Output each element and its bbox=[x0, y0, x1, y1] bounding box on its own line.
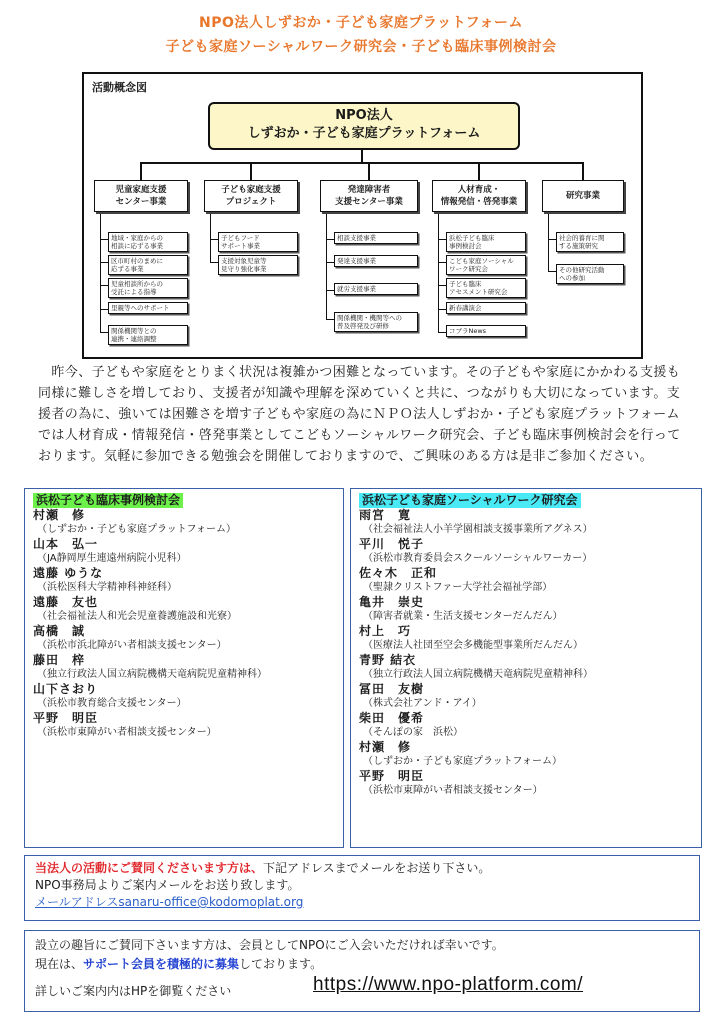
member-organization: （医療法人社団至空会多機能型事業所だんだん） bbox=[363, 640, 583, 651]
header-title-line2: 子ども家庭ソーシャルワーク研究会・子ども臨床事例検討会 bbox=[165, 39, 557, 55]
diagram-category-line1: 人材育成・ bbox=[457, 185, 501, 195]
connector-line bbox=[100, 262, 108, 263]
connector-line bbox=[478, 162, 480, 180]
panel-clinical-case-meeting bbox=[24, 488, 344, 848]
member-name: 藤田 梓 bbox=[33, 653, 86, 667]
diagram-category bbox=[320, 180, 418, 212]
diagram-item: 地域・家庭からの 相談に応ずる事業 bbox=[108, 232, 188, 252]
member-name: 山下さおり bbox=[33, 682, 99, 696]
connector-line bbox=[210, 239, 218, 240]
connector-line bbox=[326, 262, 334, 263]
diagram-category-line1: 児童家庭支援 bbox=[115, 185, 167, 195]
connector-line bbox=[438, 262, 446, 263]
member-name: 亀井 崇史 bbox=[359, 595, 425, 609]
connector-line bbox=[438, 285, 446, 286]
diagram-item: 支援対象児童等 見守り強化事業 bbox=[218, 255, 298, 275]
member-name: 雨宮 寛 bbox=[359, 508, 412, 522]
member-organization: （JA静岡厚生連遠州病院小児科） bbox=[37, 553, 187, 564]
member-organization: （独立行政法人国立病院機構天竜病院児童精神科） bbox=[37, 669, 267, 680]
member-organization: （浜松市東障がい者相談支援センター） bbox=[363, 785, 543, 796]
connector-line bbox=[548, 271, 556, 272]
panel-title-social-work: 浜松子ども家庭ソーシャルワーク研究会 bbox=[359, 493, 581, 508]
connector-line bbox=[326, 290, 334, 291]
member-name: 村瀬 修 bbox=[359, 740, 412, 754]
membership-line1: 設立の趣旨にご賛同下さいます方は、会員としてNPOにご入会いただければ幸いです。 bbox=[35, 938, 504, 952]
diagram-category bbox=[204, 180, 298, 212]
member-name: 村瀬 修 bbox=[33, 508, 86, 522]
diagram-root-box bbox=[208, 102, 520, 150]
diagram-item: 就労支援事業 bbox=[334, 283, 418, 295]
diagram-item: 里親等へのサポート bbox=[108, 302, 188, 314]
connector-line bbox=[326, 239, 334, 240]
member-organization: （株式会社アンド・アイ） bbox=[363, 698, 482, 709]
diagram-item: 子ども臨床 アセスメント研究会 bbox=[446, 278, 526, 298]
member-name: 村上 巧 bbox=[359, 624, 412, 638]
diagram-item: こども家庭ソーシャル ワーク研究会 bbox=[446, 255, 526, 275]
connector-line bbox=[100, 285, 108, 286]
member-name: 柴田 優希 bbox=[359, 711, 425, 725]
diagram-category bbox=[432, 180, 526, 212]
diagram-item: 発達支援事業 bbox=[334, 255, 418, 267]
diagram-category-line2: 支援センター事業 bbox=[335, 197, 403, 207]
member-organization: （浜松市浜北障がい者相談支援センター） bbox=[37, 640, 227, 651]
connector-line bbox=[361, 148, 363, 162]
connector-line bbox=[548, 212, 549, 272]
member-organization: （浜松市教育委員会スクールソーシャルワーカー） bbox=[363, 553, 593, 564]
connector-line bbox=[100, 332, 108, 333]
connector-line bbox=[548, 239, 556, 240]
diagram-item: 浜松子ども臨床 事例検討会 bbox=[446, 232, 526, 252]
diagram-category-line1: 研究事業 bbox=[565, 191, 600, 201]
connector-line bbox=[100, 212, 101, 333]
member-name: 高橋 誠 bbox=[33, 624, 86, 638]
diagram-item: その他研究活動 への参加 bbox=[556, 264, 624, 284]
member-organization: （浜松市東障がい者相談支援センター） bbox=[37, 727, 217, 738]
member-list bbox=[359, 508, 701, 798]
member-name: 青野 結衣 bbox=[359, 653, 417, 667]
member-name: 平川 悦子 bbox=[359, 537, 425, 551]
panel-social-work-study bbox=[350, 488, 702, 848]
diagram-root-line2: しずおか・子ども家庭プラットフォーム bbox=[247, 126, 481, 141]
member-organization: （しずおか・子ども家庭プラットフォーム） bbox=[37, 524, 236, 535]
member-name: 平野 明臣 bbox=[33, 711, 99, 725]
activity-diagram bbox=[82, 72, 643, 359]
member-name: 遠藤 ゆうな bbox=[33, 566, 104, 580]
diagram-item: 子どもフード サポート事業 bbox=[218, 232, 298, 252]
member-organization: （障害者就業・生活支援センターだんだん） bbox=[363, 611, 563, 622]
membership-line3: 詳しいご案内内はHPを御覧ください bbox=[35, 984, 232, 998]
membership-line2-post: しております。 bbox=[239, 957, 323, 971]
diagram-category-line1: 発達障害者 bbox=[347, 185, 391, 195]
connector-line bbox=[438, 309, 446, 310]
diagram-item: 相談支援事業 bbox=[334, 232, 418, 244]
member-organization: （社会福祉法人和光会児童養護施設和光寮） bbox=[37, 611, 237, 622]
support-member-highlight: サポート会員を積極的に募集 bbox=[83, 957, 240, 971]
connector-line bbox=[210, 212, 211, 263]
connector-line bbox=[582, 162, 584, 180]
connector-line bbox=[438, 212, 439, 333]
diagram-item: 関係機関・機関等への 普及啓発及び研修 bbox=[334, 312, 418, 332]
member-organization: （聖隷クリストファー大学社会福祉学部） bbox=[363, 582, 553, 593]
membership-line2 bbox=[35, 955, 699, 974]
member-name: 冨田 友樹 bbox=[359, 682, 425, 696]
member-name: 山本 弘一 bbox=[33, 537, 99, 551]
membership-line2-pre: 現在は、 bbox=[35, 957, 84, 971]
diagram-item: 関係機関等との 連携・連絡調整 bbox=[108, 325, 188, 345]
member-organization: （独立行政法人国立病院機構天竜病院児童精神科） bbox=[363, 669, 593, 680]
member-list bbox=[33, 508, 343, 740]
connector-line bbox=[326, 212, 327, 320]
connector-line bbox=[250, 162, 252, 180]
diagram-category bbox=[94, 180, 188, 212]
member-organization: （社会福祉法人小羊学園相談支援事業所アグネス） bbox=[363, 524, 593, 535]
connector-line bbox=[100, 309, 108, 310]
contact-box bbox=[24, 855, 700, 921]
contact-line1-rest: 下記アドレスまでメールをお送り下さい。 bbox=[263, 861, 491, 875]
diagram-title: 活動概念図 bbox=[92, 81, 147, 94]
diagram-root-line1: NPO法人 bbox=[335, 108, 393, 123]
diagram-category-line2: プロジェクト bbox=[225, 197, 277, 207]
diagram-item: コブラNews bbox=[446, 325, 526, 337]
member-organization: （しずおか・子ども家庭プラットフォーム） bbox=[363, 756, 562, 767]
diagram-category-line2: 情報発信・啓発事業 bbox=[440, 197, 518, 207]
contact-line1 bbox=[35, 860, 699, 877]
diagram-category-line1: 子ども家庭支援 bbox=[221, 185, 281, 195]
intro-paragraph: 昨今、子どもや家庭をとりまく状況は複雑かつ困難となっています。その子どもや家庭にかかわる支援も同様に難しさを増しており、支援者が知識や理解を深めていくと共に、つながりも大切になっています。支援者の為に、強いては困難さを増す子どもや家庭の為にＮＰＯ法人しずおか・子ども家庭プラットフォームでは人材育成・情報発信・啓発事業としてこどもソーシャルワーク研究会、子ども臨床事例検討会を行っております。気軽に参加できる勉強会を開催しておりますので、ご興味のある方は是非ご参加ください。 bbox=[38, 365, 681, 464]
header-title-line1: NPO法人しずおか・子ども家庭プラットフォーム bbox=[199, 15, 523, 31]
contact-highlight: 当法人の活動にご賛同くださいます方は、 bbox=[35, 861, 264, 875]
diagram-category bbox=[542, 180, 624, 212]
connector-line bbox=[100, 239, 108, 240]
connector-line bbox=[210, 262, 218, 263]
member-organization: （そんぽの家 浜松） bbox=[363, 727, 463, 738]
connector-line bbox=[438, 332, 446, 333]
diagram-item: 児童相談所からの 受託による指導 bbox=[108, 278, 188, 298]
member-name: 平野 明臣 bbox=[359, 769, 425, 783]
member-organization: （浜松医科大学精神科神経科） bbox=[37, 582, 177, 593]
member-name: 佐々木 正和 bbox=[359, 566, 438, 580]
email-link[interactable]: メールアドレスsanaru-office@kodomoplat.org bbox=[35, 895, 304, 909]
connector-line bbox=[140, 162, 582, 164]
website-link[interactable]: https://www.npo-platform.com/ bbox=[313, 974, 584, 995]
contact-line2: NPO事務局よりご案内メールをお送り致します。 bbox=[35, 878, 300, 892]
membership-box bbox=[24, 930, 700, 1012]
connector-line bbox=[326, 319, 334, 320]
connector-line bbox=[438, 239, 446, 240]
member-organization: （浜松市教育総合支援センター） bbox=[37, 698, 187, 709]
diagram-category-line2: センター事業 bbox=[115, 197, 167, 207]
diagram-item: 新春講演会 bbox=[446, 302, 526, 314]
diagram-item: 社会的養育に関 する施策研究 bbox=[556, 232, 624, 252]
connector-line bbox=[140, 162, 142, 180]
panel-title-clinical: 浜松子ども臨床事例検討会 bbox=[33, 493, 183, 508]
member-name: 遠藤 友也 bbox=[33, 595, 99, 609]
diagram-item: 区市町村のまめに 応ずる事業 bbox=[108, 255, 188, 275]
connector-line bbox=[368, 162, 370, 180]
